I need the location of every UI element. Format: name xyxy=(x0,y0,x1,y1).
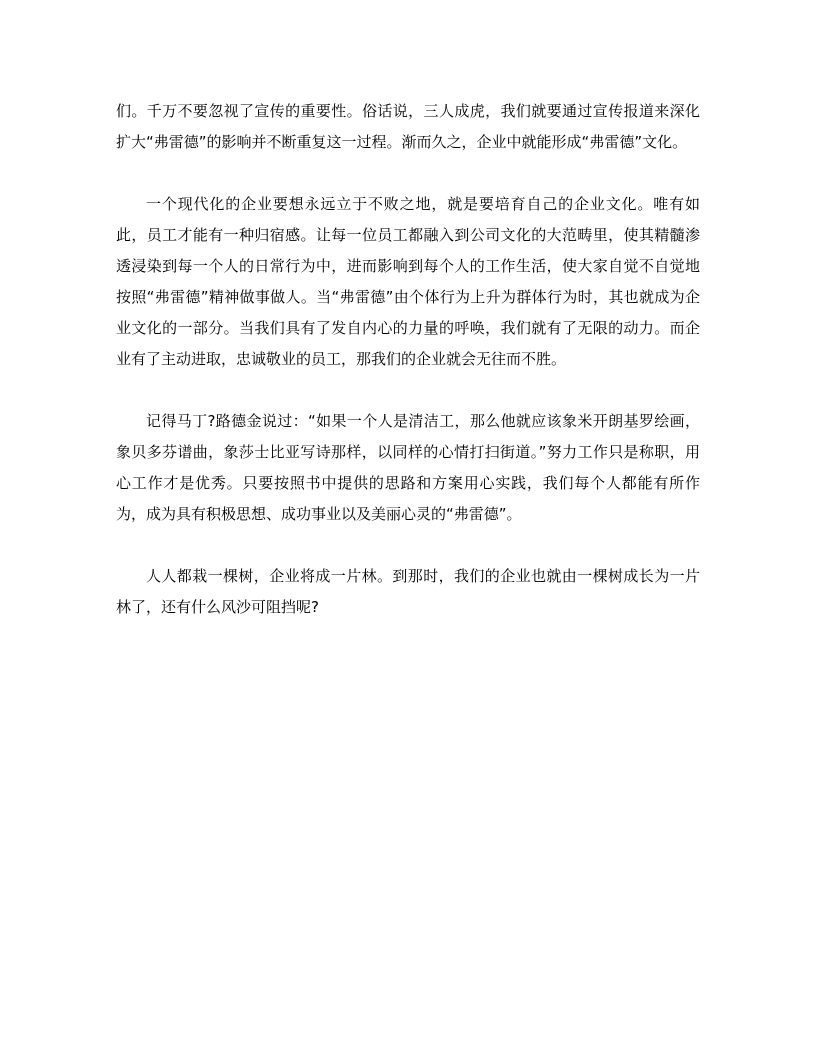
paragraph-conclusion: 人人都栽一棵树，企业将成一片林。到那时，我们的企业也就由一棵树成长为一片林了，还有什么风沙可阻挡呢? xyxy=(116,567,700,616)
document-body xyxy=(116,96,700,654)
paragraph-continuation: 们。千万不要忽视了宣传的重要性。俗话说，三人成虎，我们就要通过宣传报道来深化扩大“弗雷德”的影响并不断重复这一过程。渐而久之，企业中就能形成“弗雷德”文化。 xyxy=(116,102,700,151)
paragraph-enterprise-culture: 一个现代化的企业要想永远立于不败之地，就是要培育自己的企业文化。唯有如此，员工才能有一种归宿感。让每一位员工都融入到公司文化的大范畴里，使其精髓渗透浸染到每一个人的日常行为中，进而影响到每个人的工作生活，使大家自觉不自觉地按照“弗雷德”精神做事做人。当“弗雷德”由个体行为上升为群体行为时，其也就成为企业文化的一部分。当我们具有了发自内心的力量的呼唤，我们就有了无限的动力。而企业有了主动进取，忠诚敬业的员工，那我们的企业就会无往而不胜。 xyxy=(116,195,700,368)
paragraph-mlk-quote: 记得马丁?路德金说过：“如果一个人是清洁工，那么他就应该象米开朗基罗绘画，象贝多芬谱曲，象莎士比亚写诗那样，以同样的心情打扫街道。”努力工作只是称职，用心工作才是优秀。只要按照书中提供的思路和方案用心实践，我们每个人都能有所作为，成为具有积极思想、成功事业以及美丽心灵的“弗雷德”。 xyxy=(116,412,700,523)
